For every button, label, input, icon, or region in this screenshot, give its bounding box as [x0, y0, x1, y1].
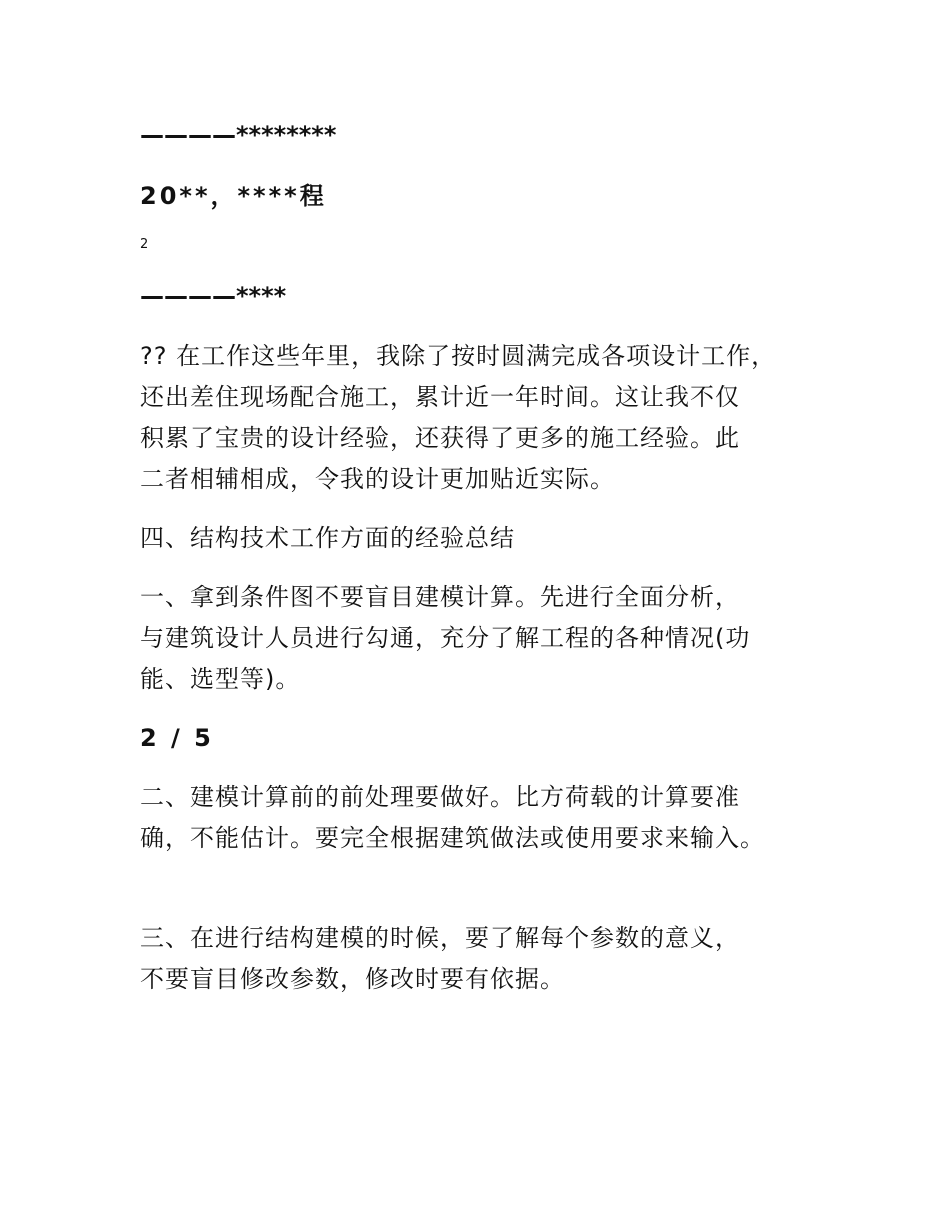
paragraph-1-line-2: 还出差住现场配合施工，累计近一年时间。这让我不仅 — [140, 383, 740, 411]
heading-line-3: ————**** — [140, 282, 287, 310]
item-3-line-2: 不要盲目修改参数，修改时要有依据。 — [140, 965, 565, 993]
item-1-line-3: 能、选型等)。 — [140, 665, 301, 693]
item-2-line-2: 确，不能估计。要完全根据建筑做法或使用要求来输入。 — [140, 824, 765, 852]
item-1-line-1: 一、拿到条件图不要盲目建模计算。先进行全面分析， — [140, 583, 740, 611]
page-number: 2 / 5 — [140, 724, 214, 752]
heading-line-1: ————******** — [140, 121, 337, 149]
item-2-line-1: 二、建模计算前的前处理要做好。比方荷载的计算要准 — [140, 783, 740, 811]
section-heading: 四、结构技术工作方面的经验总结 — [140, 524, 515, 552]
small-marker: 2 — [140, 237, 149, 252]
paragraph-1-line-1: ?? 在工作这些年里，我除了按时圆满完成各项设计工作， — [140, 342, 777, 370]
paragraph-1-line-3: 积累了宝贵的设计经验，还获得了更多的施工经验。此 — [140, 424, 740, 452]
heading-line-2: 20**，****程 — [140, 182, 327, 210]
item-3-line-1: 三、在进行结构建模的时候，要了解每个参数的意义， — [140, 924, 740, 952]
paragraph-1-line-4: 二者相辅相成，令我的设计更加贴近实际。 — [140, 465, 615, 493]
item-1-line-2: 与建筑设计人员进行勾通，充分了解工程的各种情况(功 — [140, 624, 751, 652]
